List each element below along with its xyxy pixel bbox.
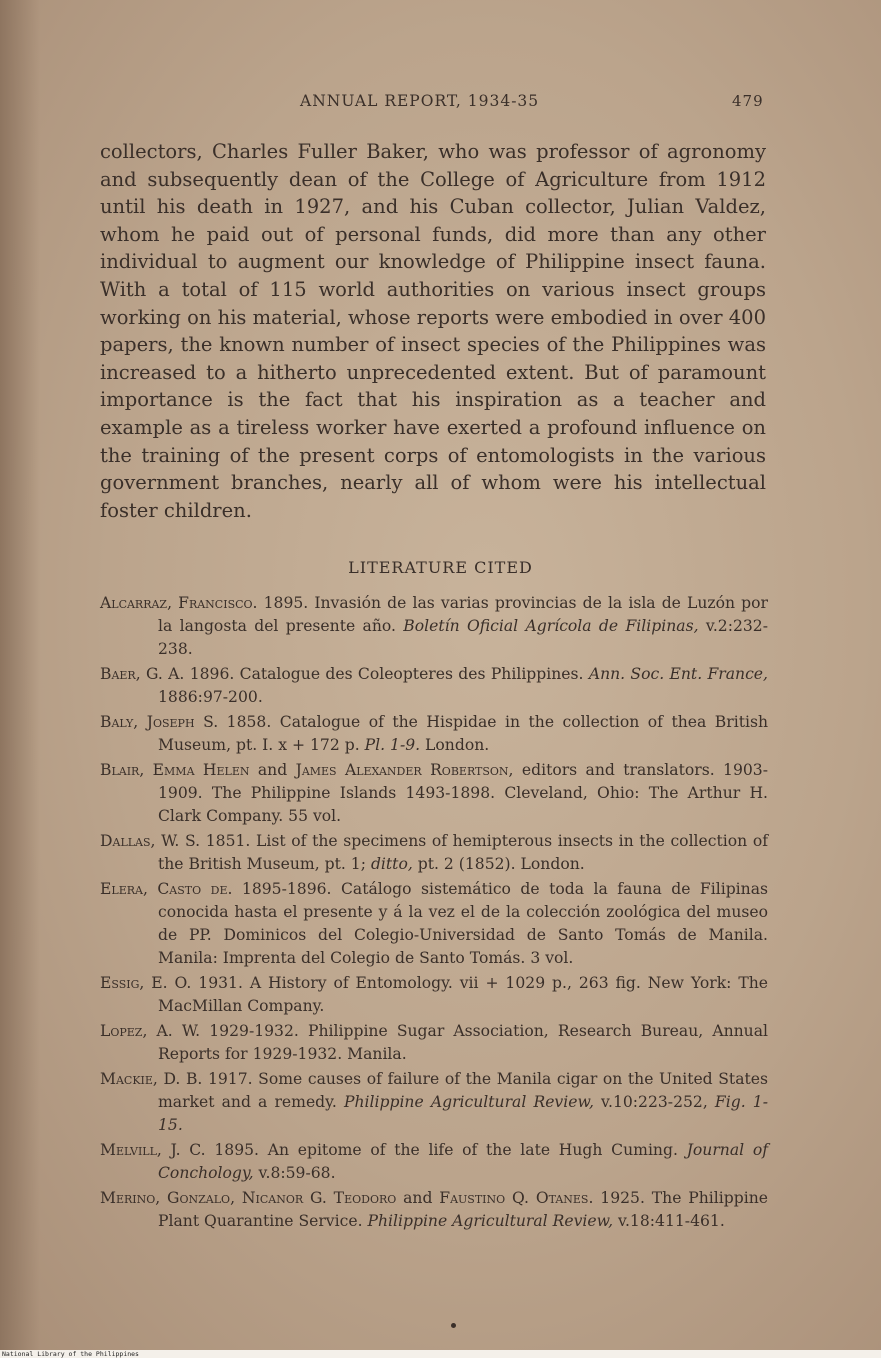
running-title: ANNUAL REPORT, 1934-35: [300, 92, 540, 110]
reference-item: Elera, Casto de. 1895-1896. Catálogo sistemático de toda la fauna de Filipinas conocida hasta el presente y á la vez el de la colección zoológica del museo de PP. Dominicos del Colegio-Universidad de Santo Tomás de Manila. Manila: Imprenta del Colegio de Santo Tomás. 3 vol.: [100, 880, 769, 967]
reference-item: Lopez, A. W. 1929-1932. Philippine Sugar Association, Research Bureau, Annual Reports for 1929-1932. Manila.: [100, 1022, 768, 1063]
body-paragraph: [100, 138, 766, 524]
reference-item: Melvill, J. C. 1895. An epitome of the life of the late Hugh Cuming. Journal of Conchology, v.8:59-68.: [100, 1141, 768, 1182]
reference-item: Alcarraz, Francisco. 1895. Invasión de las varias provincias de la isla de Luzón por la langosta del presente año. Boletín Oficial Agrícola de Filipinas, v.2:232-238.: [100, 594, 768, 658]
literature-cited-heading: LITERATURE CITED: [348, 558, 533, 577]
reference-item: Mackie, D. B. 1917. Some causes of failure of the Manila cigar on the United States market and a remedy. Philippine Agricultural Review, v.10:223-252, Fig. 1-15.: [100, 1070, 768, 1134]
paragraph-text: collectors, Charles Fuller Baker, who was professor of agronomy and subsequently dean of the College of Agriculture from 1912 until his death in 1927, and his Cuban collector, Julian Valdez, whom he paid out of personal funds, did more than any other individual to augment our knowledge of Philippine insect fauna. With a total of 115 world authorities on various insect groups working on his material, whose reports were embodied in over 400 papers, the known number of insect species of the Philippines was increased to a hitherto unprecedented extent. But of paramount importance is the fact that his inspiration as a teacher and example as a tireless worker have exerted a profound influence on the training of the present corps of entomologists in the various government branches, nearly all of whom were his intellectual foster children.: [100, 140, 766, 522]
reference-list: [100, 592, 768, 1235]
reference-item: Blair, Emma Helen and James Alexander Robertson, editors and translators. 1903-1909. The Philippine Islands 1493-1898. Cleveland, Ohio: The Arthur H. Clark Company. 55 vol.: [100, 761, 768, 825]
reference-item: Baer, G. A. 1896. Catalogue des Coleopteres des Philippines. Ann. Soc. Ent. France, 1886:97-200.: [100, 665, 768, 706]
reference-item: Merino, Gonzalo, Nicanor G. Teodoro and Faustino Q. Otanes. 1925. The Philippine Plant Quarantine Service. Philippine Agricultural Review, v.18:411-461.: [100, 1189, 768, 1230]
page-number: 479: [732, 92, 764, 110]
page-header: [0, 92, 881, 116]
page-shadow-edge: [0, 0, 40, 1350]
page-mark-dot: [451, 1323, 456, 1328]
reference-item: Essig, E. O. 1931. A History of Entomology. vii + 1029 p., 263 fig. New York: The MacMillan Company.: [100, 974, 768, 1015]
footer-credit: National Library of the Philippines: [2, 1350, 139, 1358]
reference-item: Dallas, W. S. 1851. List of the specimens of hemipterous insects in the collection of the British Museum, pt. 1; ditto, pt. 2 (1852). London.: [100, 832, 768, 873]
reference-item: Baly, Joseph S. 1858. Catalogue of the Hispidae in the collection of thea British Museum, pt. I. x + 172 p. Pl. 1-9. London.: [100, 713, 768, 754]
